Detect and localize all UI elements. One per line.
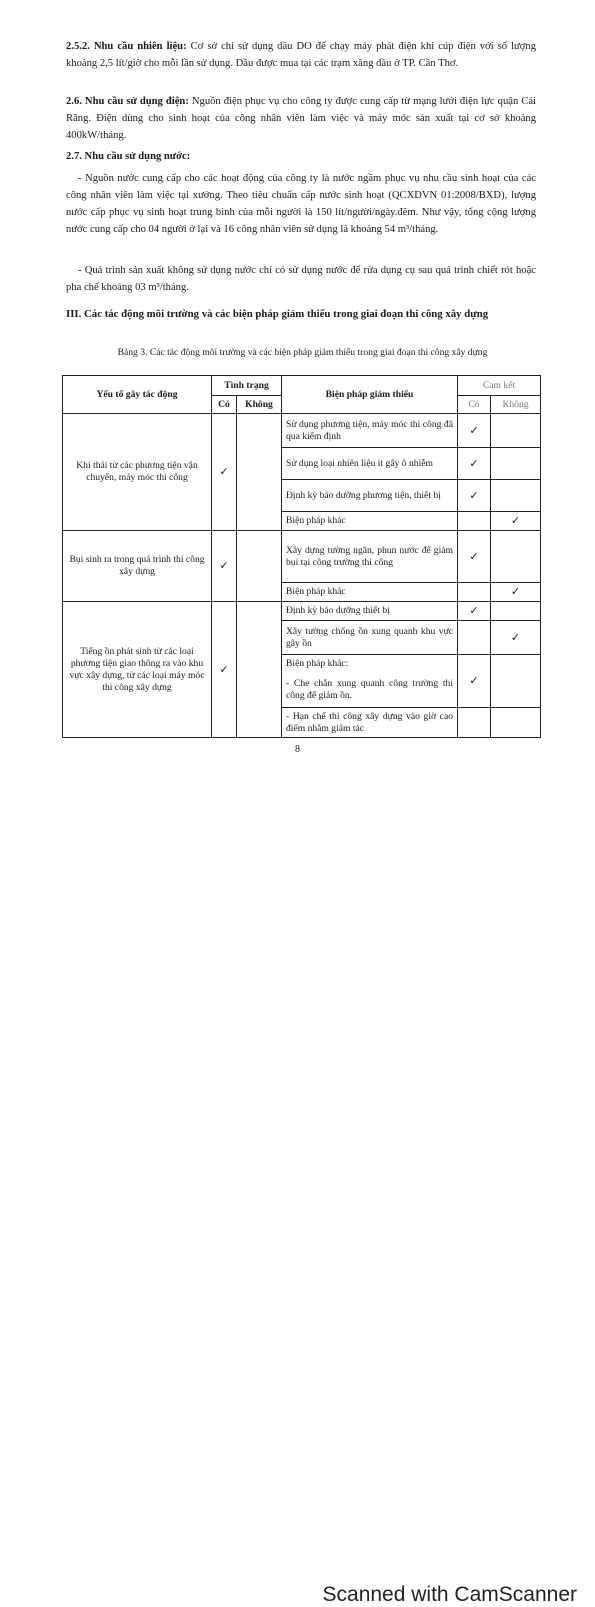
measure-cell: Biện pháp khác: [282, 655, 458, 674]
measure-cell: - Hạn chế thi công xây dựng vào giờ cao điểm nhằm giảm tác [282, 708, 458, 738]
commit-yes-cell [458, 512, 491, 531]
paragraph-fuel-demand [66, 38, 536, 72]
header-measures: Biện pháp giảm thiểu [282, 376, 458, 414]
commit-no-cell [491, 708, 541, 738]
commit-no-cell [491, 655, 541, 708]
factor-exhaust: Khí thải từ các phương tiện vận chuyển, máy móc thi công [63, 414, 212, 531]
paragraph-electricity-demand [66, 93, 536, 144]
header-factor: Yếu tố gây tác động [63, 376, 212, 414]
scanner-watermark: Scanned with CamScanner [322, 1583, 577, 1606]
header-commit: Cam kết [458, 376, 541, 396]
water-item-1: - Nguồn nước cung cấp cho các hoạt động của công ty là nước ngầm phục vụ nhu cầu sinh hoạt của các công nhân viên làm việc tại xưởng. Theo tiêu chuẩn cấp nước sinh hoạt (QCXDVN 01:2008/BXD), lượng nước cấp phục vụ sinh hoạt trung bình của mỗi người là 150 lít/người/ngày.đêm. Như vậy, tổng cộng lượng nước cung cấp cho 04 người ở lại và 16 công nhân viên sử dụng là khoảng 54 m³/tháng. [66, 173, 536, 235]
table-caption: Bảng 3. Các tác động môi trường và các biện pháp giảm thiểu trong giai đoạn thi công xây dựng [117, 347, 488, 358]
commit-yes-cell [458, 583, 491, 602]
commit-yes-cell [458, 621, 491, 655]
table-row [63, 602, 541, 621]
commit-no-cell [491, 480, 541, 512]
commit-no-cell [491, 602, 541, 621]
commit-no-check: ✓ [491, 621, 541, 655]
header-commit-no: Không [491, 396, 541, 414]
measure-cell: Xây tường chống ồn xung quanh khu vực gây ồn [282, 621, 458, 655]
factor-dust: Bụi sinh ra trong quá trình thi công xây dựng [63, 531, 212, 602]
measure-cell: Sử dụng loại nhiên liệu ít gây ô nhiễm [282, 448, 458, 480]
header-status-no: Không [237, 396, 282, 414]
commit-no-check: ✓ [491, 512, 541, 531]
commit-yes-check: ✓ [458, 480, 491, 512]
commit-no-cell [491, 414, 541, 448]
measure-cell: Định kỳ bảo dưỡng thiết bị [282, 602, 458, 621]
section-heading: III. Các tác động môi trường và các biện pháp giảm thiểu trong giai đoạn thi công xây dựng [66, 308, 489, 320]
measure-cell: - Che chắn xung quanh công trường thi công để giảm ồn. [282, 674, 458, 708]
measure-cell: Định kỳ bảo dưỡng phương tiện, thiết bị [282, 480, 458, 512]
commit-yes-check: ✓ [458, 655, 491, 708]
status-no-cell [237, 602, 282, 738]
measure-cell: Sử dụng phương tiện, máy móc thi công đã qua kiểm định [282, 414, 458, 448]
electricity-body: Nguồn điện phục vụ cho công ty được cung cấp từ mạng lưới điện lực quận Cái Răng. Điện dùng cho sinh hoạt của công nhân viên làm việc và máy móc sản xuất tại cơ sở khoảng 400kW/tháng. [66, 96, 536, 141]
status-no-cell [237, 414, 282, 531]
page-number: 8 [295, 744, 300, 755]
commit-no-cell [491, 448, 541, 480]
measure-cell: Biện pháp khác [282, 583, 458, 602]
commit-yes-cell [458, 708, 491, 738]
table-row [63, 414, 541, 448]
commit-no-check: ✓ [491, 583, 541, 602]
commit-no-cell [491, 531, 541, 583]
status-yes-check: ✓ [212, 602, 237, 738]
measure-cell: Xây dựng tường ngăn, phun nước để giảm bụi tại công trường thi công [282, 531, 458, 583]
commit-yes-check: ✓ [458, 531, 491, 583]
impact-table [62, 375, 541, 738]
measure-cell: Biện pháp khác [282, 512, 458, 531]
table-row [63, 531, 541, 583]
factor-noise: Tiếng ồn phát sinh từ các loại phương tiện giao thông ra vào khu vực xây dựng, từ các loại máy móc thi công xây dựng [63, 602, 212, 738]
commit-yes-check: ✓ [458, 448, 491, 480]
water-item-2: - Quá trình sản xuất không sử dụng nước chỉ có sử dụng nước để rửa dụng cụ sau quá trình chiết rót hoặc pha chế khoảng 03 m³/tháng. [66, 265, 536, 293]
commit-yes-check: ✓ [458, 414, 491, 448]
fuel-body: Cơ sở chỉ sử dụng dầu DO để chạy máy phát điện khi cúp điện với số lượng khoảng 2,5 lít/giờ cho mỗi lần sử dụng. Dầu được mua tại các trạm xăng dầu ở TP. Cần Thơ. [66, 41, 536, 69]
commit-yes-check: ✓ [458, 602, 491, 621]
scanner-footer [0, 778, 595, 1606]
water-heading: 2.7. Nhu cầu sử dụng nước: [66, 151, 191, 162]
status-no-cell [237, 531, 282, 602]
header-status-yes: Có [212, 396, 237, 414]
status-yes-check: ✓ [212, 531, 237, 602]
electricity-heading: 2.6. Nhu cầu sử dụng điện: [66, 96, 189, 107]
header-commit-yes: Có [458, 396, 491, 414]
status-yes-check: ✓ [212, 414, 237, 531]
header-status: Tình trạng [212, 376, 282, 396]
fuel-heading: 2.5.2. Nhu cầu nhiên liệu: [66, 41, 187, 52]
